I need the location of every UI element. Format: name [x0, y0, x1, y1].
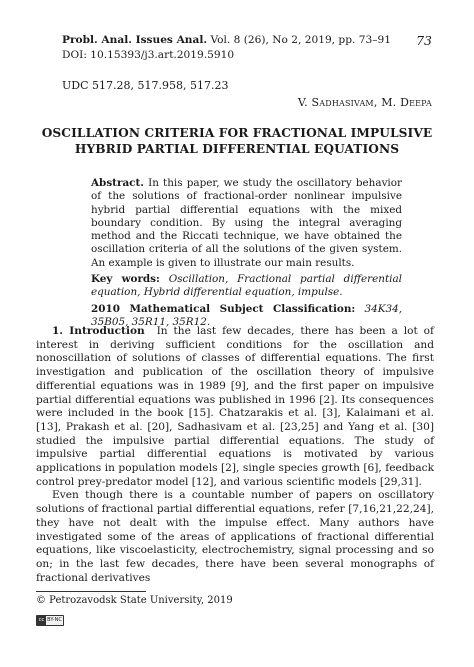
- citation-link[interactable]: 9: [234, 379, 242, 392]
- license-badge[interactable]: [36, 615, 64, 626]
- journal-citation: Vol. 8 (26), No 2, 2019, pp. 73–91: [210, 34, 391, 46]
- title-line-1: OSCILLATION CRITERIA FOR FRACTIONAL IMPULSIVE: [41, 126, 433, 140]
- text-run: ], and various scientific models [: [209, 475, 384, 488]
- footnote-rule: [36, 591, 146, 592]
- intro-paragraph-2: [36, 489, 434, 585]
- text-run: ], and the first paper on impulsive partial differential equations was published in 1996 [: [36, 379, 435, 406]
- text-run: Even though there is a countable number of papers on oscillatory solutions of fractional partial differential equations, refer [: [36, 489, 434, 516]
- authors: V. Sadhasivam, M. Deepa: [297, 96, 432, 109]
- text-run: ], they have not dealt with the impulse effect. Many authors have investigated some of the areas of applications of fractional differential equations, like viscoelasticity, electrochemistry, signal processing and so on; in the last few decades, there have been several monographs of fractional derivatives: [36, 503, 434, 584]
- text-run: ]. Its consequences were included in the book [: [36, 393, 434, 420]
- text-run: ], Kalaimani et al. [: [36, 407, 434, 433]
- text-run: ] studied the impulsive partial differential equations. The study of impulsive partial differential equations is motivated by various applications in population models [: [36, 420, 434, 475]
- title-line-2: HYBRID PARTIAL DIFFERENTIAL EQUATIONS: [74, 142, 400, 156]
- text-run: ], Prakash et al. [: [53, 420, 152, 433]
- section-heading: 1. Introduction: [52, 325, 145, 337]
- running-header: [62, 33, 432, 63]
- citation-link[interactable]: 3: [326, 407, 334, 420]
- doi[interactable]: DOI: 10.15393/j3.art.2019.5910: [62, 49, 235, 61]
- abstract-text: In this paper, we study the oscillatory behavior of the solutions of fractional-order nonlinear impulsive hybrid partial differential equations with the mixed boundary condition. By using the integral averaging method and the Riccati technique, we have obtained the oscillation criteria of all the solutions of the given system. An example is given to illustrate our main results.: [91, 177, 402, 269]
- abstract-label: Abstract.: [91, 177, 144, 189]
- text-run: ], Sadhasivam et al. [: [165, 420, 285, 433]
- text-run: ], feedback control prey-predator model [: [36, 462, 434, 488]
- msc-label: 2010 Mathematical Subject Classification:: [91, 302, 356, 315]
- citation-link[interactable]: 2: [323, 393, 331, 406]
- citation-link[interactable]: 23,25: [284, 420, 315, 433]
- text-run: In the last few decades, there has been a lot of interest in deriving sufficient conditions for the oscillation and nonoscillation of solutions of classes of differential equations. The first investigation and publication of the oscillation theory of impulsive differential equations was in 1989 [: [36, 325, 434, 392]
- introduction-section: [36, 325, 434, 585]
- citation-link[interactable]: 15: [192, 407, 207, 420]
- udc-codes: UDC 517.28, 517.958, 517.23: [62, 79, 229, 92]
- keywords-text: Oscillation, Fractional partial differential equation, Hybrid differential equation, impulse.: [91, 273, 402, 299]
- journal-name: Probl. Anal. Issues Anal.: [62, 34, 208, 46]
- text-run: ].: [414, 475, 422, 488]
- keywords: [91, 273, 402, 300]
- citation-link[interactable]: 29,31: [383, 475, 415, 488]
- keywords-label: Key words:: [91, 273, 160, 286]
- paper-title: [40, 125, 434, 157]
- text-run: ]. Chatzarakis et al. [: [206, 407, 327, 420]
- citation-link[interactable]: 20: [151, 420, 166, 433]
- msc-text: 34K34, 35B05, 35R11, 35R12.: [91, 302, 402, 328]
- abstract: [91, 177, 402, 329]
- citation-link[interactable]: 12: [195, 475, 210, 488]
- citation-link[interactable]: 30: [416, 420, 430, 433]
- license-text: BY-NC: [47, 617, 62, 623]
- citation-link[interactable]: 2: [225, 462, 232, 475]
- text-run: ] and Yang et al. [: [314, 420, 417, 433]
- text-run: ], single species growth [: [231, 462, 368, 475]
- intro-paragraph-1: [36, 325, 434, 489]
- copyright-notice: © Petrozavodsk State University, 2019: [36, 595, 233, 606]
- abstract-paragraph: [91, 177, 402, 270]
- cc-icon: cc: [38, 617, 45, 623]
- citation-link[interactable]: 7,16,21,22,24: [352, 503, 427, 516]
- page-number: 73: [416, 33, 432, 48]
- citation-link[interactable]: 6: [367, 462, 375, 475]
- citation-link[interactable]: 13: [40, 420, 54, 433]
